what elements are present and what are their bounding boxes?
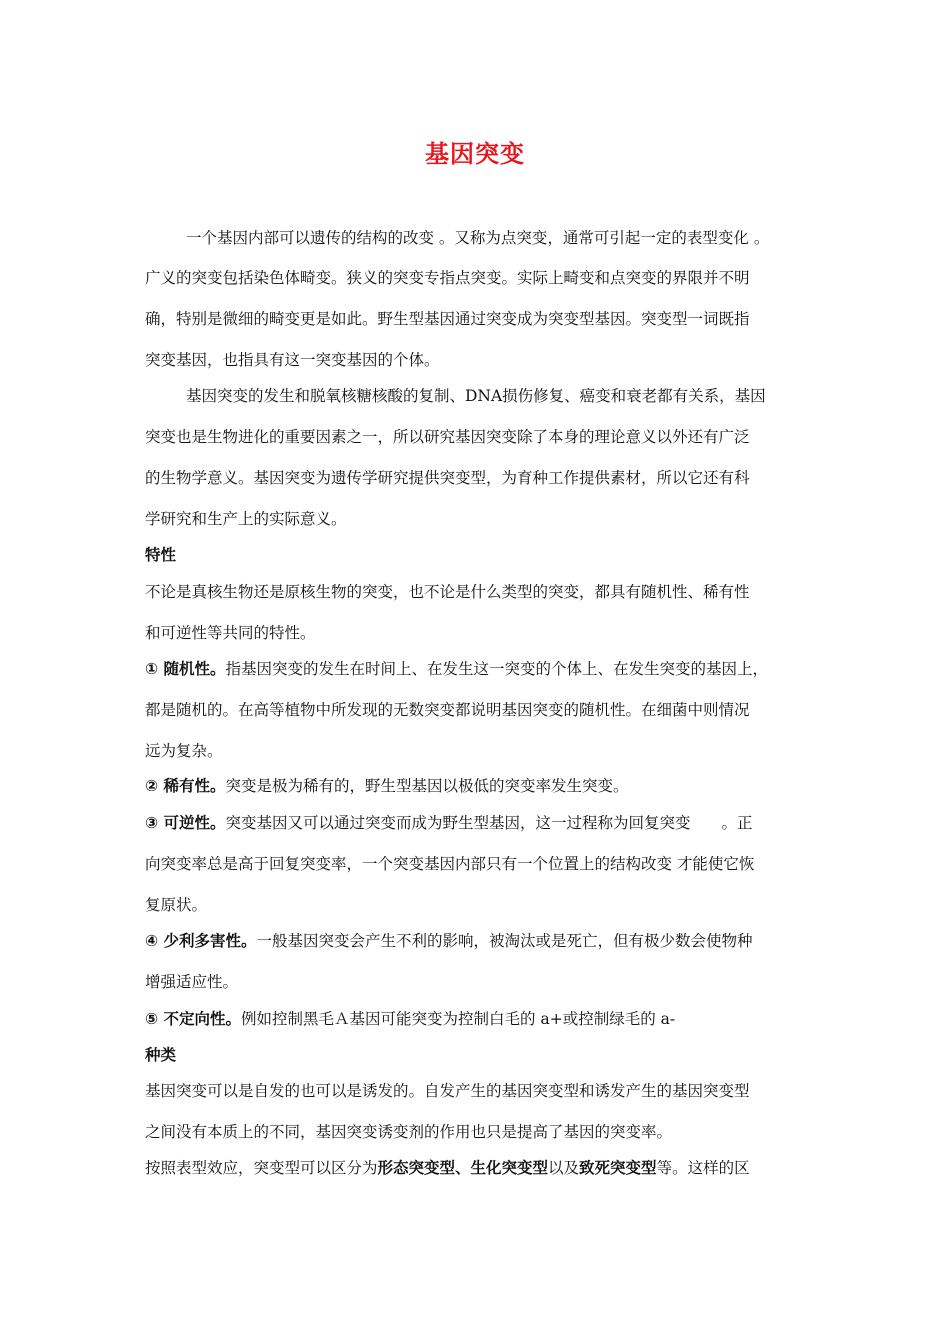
property-label: ① 随机性。: [145, 660, 226, 678]
types-bold-morph-biochem: 形态突变型、生化突变型: [377, 1159, 549, 1177]
types-bold-lethal: 致死突变型: [579, 1159, 657, 1177]
property-randomness-line2: 都是随机的。在高等植物中所发现的无数突变都说明基因突变的随机性。在细菌中则情况: [145, 701, 750, 719]
property-reversibility-line3: 复原状。: [145, 896, 208, 914]
section-heading-types: 种类: [145, 1046, 177, 1064]
para1-line4: 突变基因，也指具有这一突变基因的个体。: [145, 351, 440, 369]
properties-intro-line1: 不论是真核生物还是原核生物的突变，也不论是什么类型的突变，都具有随机性、稀有性: [145, 583, 750, 601]
property-text: 一般基因突变会产生不利的影响，被淘汰或是死亡，但有极少数会使物种: [256, 932, 753, 950]
types-text-d: 等。这样的区: [656, 1159, 750, 1177]
para2-line4: 学研究和生产上的实际意义。: [145, 510, 347, 528]
property-label: ② 稀有性。: [145, 777, 226, 795]
property-item-reversibility: [145, 813, 753, 833]
para1-line2: 广义的突变包括染色体畸变。狭义的突变专指点突变。实际上畸变和点突变的界限并不明: [145, 269, 750, 287]
section-heading-properties: 特性: [145, 546, 177, 564]
property-label: ⑤ 不定向性。: [145, 1010, 242, 1028]
types-line3: [145, 1158, 750, 1178]
property-item-nondirectional: [145, 1009, 675, 1029]
property-item-rarity: [145, 776, 629, 796]
para2-line1: 基因突变的发生和脱氧核糖核酸的复制、DNA损伤修复、癌变和衰老都有关系，基因: [186, 387, 766, 405]
property-label: ③ 可逆性。: [145, 814, 226, 832]
types-line1: 基因突变可以是自发的也可以是诱发的。自发产生的基因突变型和诱发产生的基因突变型: [145, 1082, 750, 1100]
types-line2: 之间没有本质上的不同，基因突变诱变剂的作用也只是提高了基因的突变率。: [145, 1123, 673, 1141]
property-label: ④ 少利多害性。: [145, 932, 257, 950]
property-harmfulness-line2: 增强适应性。: [145, 973, 239, 991]
property-reversibility-line2: 向突变率总是高于回复突变率，一个突变基因内部只有一个位置上的结构改变 才能使它恢: [145, 855, 755, 873]
para2-line2: 突变也是生物进化的重要因素之一，所以研究基因突变除了本身的理论意义以外还有广泛: [145, 428, 750, 446]
para1-line1: 一个基因内部可以遗传的结构的改变 。又称为点突变，通常可引起一定的表型变化 。: [186, 229, 770, 247]
para1-line3: 确，特别是微细的畸变更是如此。野生型基因通过突变成为突变型基因。突变型一词既指: [145, 310, 750, 328]
page-title: 基因突变: [425, 140, 525, 168]
property-randomness-line3: 远为复杂。: [145, 742, 223, 760]
property-text: 指基因突变的发生在时间上、在发生这一突变的个体上、在发生突变的基因上，: [225, 660, 769, 678]
types-text-c: 以及: [548, 1159, 580, 1177]
types-text-a: 按照表型效应，突变型可以区分为: [145, 1159, 378, 1177]
property-text: 突变是极为稀有的，野生型基因以极低的突变率发生突变。: [225, 777, 629, 795]
property-text: 例如控制黑毛Ａ基因可能突变为控制白毛的 a+或控制绿毛的 a-: [241, 1010, 676, 1028]
properties-intro-line2: 和可逆性等共同的特性。: [145, 624, 316, 642]
property-item-harmfulness: [145, 931, 753, 951]
property-item-randomness: [145, 659, 768, 679]
property-text: 突变基因又可以通过突变而成为野生型基因，这一过程称为回复突变 。正: [225, 814, 753, 832]
para2-line3: 的生物学意义。基因突变为遗传学研究提供突变型，为育种工作提供素材，所以它还有科: [145, 469, 750, 487]
